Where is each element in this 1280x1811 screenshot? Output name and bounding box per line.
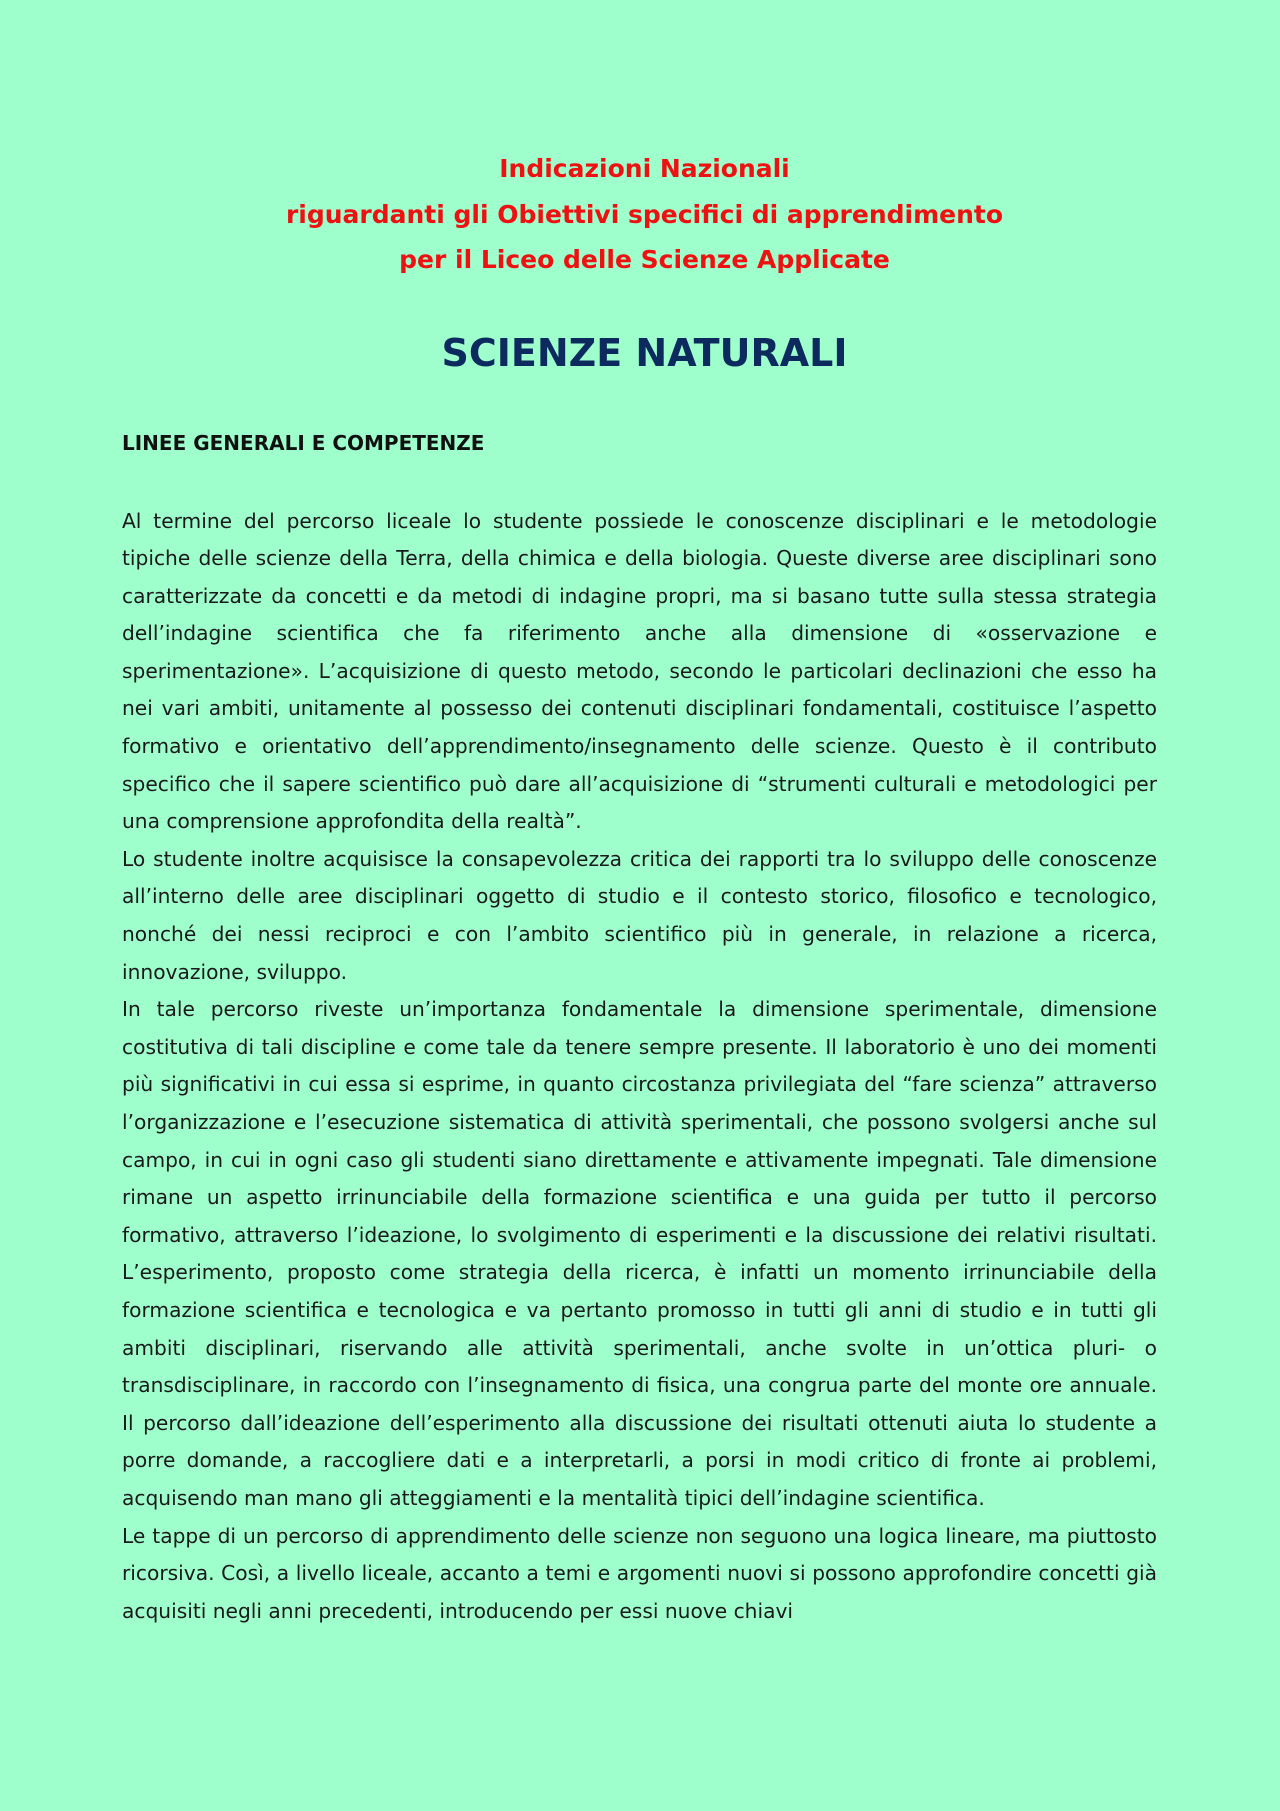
paragraph-4: Le tappe di un percorso di apprendimento delle scienze non seguono una logica lineare, ma piuttosto ricorsiva. Così, a livello liceale, accanto a temi e argomenti nuovi si possono approfondire concetti già acquisiti negli anni precedenti, introducendo per essi nuove chiavi — [122, 1523, 1157, 1623]
document-header — [132, 146, 1157, 283]
header-line-1: Indicazioni Nazionali — [499, 154, 790, 183]
section-heading: LINEE GENERALI E COMPETENZE — [122, 430, 485, 455]
body-text — [122, 503, 1157, 1631]
page-title: SCIENZE NATURALI — [441, 330, 848, 375]
header-line-3: per il Liceo delle Scienze Applicate — [399, 245, 890, 274]
paragraph-3: In tale percorso riveste un’importanza fondamentale la dimensione sperimentale, dimensione costitutiva di tali discipline e come tale da tenere sempre presente. Il laboratorio è uno dei momenti più significativi in cui essa si esprime, in quanto circostanza privilegiata del “fare scienza” attraverso l’organizzazione e l’esecuzione sistematica di attività sperimentali, che possono svolgersi anche sul campo, in cui in ogni caso gli studenti siano direttamente e attivamente impegnati. Tale dimensione rimane un aspetto irrinunciabile della formazione scientifica e una guida per tutto il percorso formativo, attraverso l’ideazione, lo svolgimento di esperimenti e la discussione dei relativi risultati. L’esperimento, proposto come strategia della ricerca, è infatti un momento irrinunciabile della formazione scientifica e tecnologica e va pertanto promosso in tutti gli anni di studio e in tutti gli ambiti disciplinari, riservando alle attività sperimentali, anche svolte in un’ottica pluri- o transdisciplinare, in raccordo con l’insegnamento di fisica, una congrua parte del monte ore annuale. Il percorso dall’ideazione dell’esperimento alla discussione dei risultati ottenuti aiuta lo studente a porre domande, a raccogliere dati e a interpretarli, a porsi in modi critico di fronte ai problemi, acquisendo man mano gli atteggiamenti e la mentalità tipici dell’indagine scientifica. — [122, 997, 1157, 1510]
header-line-2: riguardanti gli Obiettivi specifici di apprendimento — [285, 199, 1004, 229]
paragraph-1: Al termine del percorso liceale lo studente possiede le conoscenze disciplinari e le metodologie tipiche delle scienze della Terra, della chimica e della biologia. Queste diverse aree disciplinari sono caratterizzate da concetti e da metodi di indagine propri, ma si basano tutte sulla stessa strategia dell’indagine scientifica che fa riferimento anche alla dimensione di «osservazione e sperimentazione». L’acquisizione di questo metodo, secondo le particolari declinazioni che esso ha nei vari ambiti, unitamente al possesso dei contenuti disciplinari fondamentali, costituisce l’aspetto formativo e orientativo dell’apprendimento/insegnamento delle scienze. Questo è il contributo specifico che il sapere scientifico può dare all’acquisizione di “strumenti culturali e metodologici per una comprensione approfondita della realtà”. — [122, 508, 1157, 834]
paragraph-2: Lo studente inoltre acquisisce la consapevolezza critica dei rapporti tra lo sviluppo delle conoscenze all’interno delle aree disciplinari oggetto di studio e il contesto storico, filosofico e tecnologico, nonché dei nessi reciproci e con l’ambito scientifico più in generale, in relazione a ricerca, innovazione, sviluppo. — [122, 846, 1157, 984]
